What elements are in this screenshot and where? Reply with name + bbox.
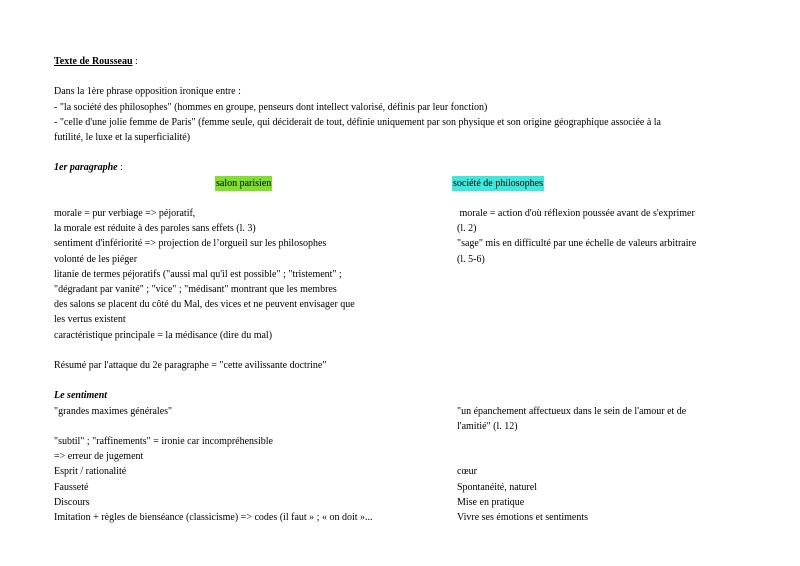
sentiment-right-line: Spontanéité, naturel — [457, 481, 537, 493]
p1-left-line: "dégradant par vanité" ; "vice" ; "médisant" montrant que les membres — [54, 283, 337, 295]
paragraph1-heading-suffix: : — [117, 162, 123, 174]
p1-left-line: la morale est réduite à des paroles sans effets (l. 3) — [54, 223, 256, 235]
p1-left-line: volonté de les piéger — [54, 253, 138, 265]
intro-line-1: Dans la 1ère phrase opposition ironique entre : — [54, 86, 241, 98]
sentiment-right-line: cœur — [457, 466, 477, 478]
sentiment-right-line: Vivre ses émotions et sentiments — [457, 511, 589, 523]
sentiment-left-line: "grandes maximes générales" — [54, 405, 173, 417]
paragraph1-heading-line — [54, 160, 754, 175]
sentiment-right-line: Mise en pratique — [457, 496, 525, 508]
paragraph1-columns — [54, 206, 754, 343]
intro-line-3: - "celle d'une jolie femme de Paris" (femme seule, qui déciderait de tout, définie uniquement par son physique et son origine géographique associée à la — [54, 116, 661, 128]
sentiment-right-line — [457, 449, 757, 464]
sentiment-left-line: Esprit / rationalité — [54, 466, 127, 478]
intro-line-4: futilité, le luxe et la superficialité) — [54, 132, 191, 143]
p1-left-line: des salons se placent du côté du Mal, des vices et ne peuvent envisager que — [54, 299, 355, 311]
column-header-salon: salon parisien — [215, 176, 272, 191]
sentiment-left-line: => erreur de jugement — [54, 451, 144, 463]
sentiment-heading: Le sentiment — [54, 390, 108, 402]
sentiment-left-line: Imitation + règles de bienséance (classicisme) => codes (il faut » ; « on doit »... — [54, 511, 373, 523]
p1-right-line: morale = action d'où réflexion poussée avant de s'exprimer — [457, 207, 695, 219]
sentiment-left-column — [54, 404, 454, 526]
p1-left-line: caractéristique principale = la médisance (dire du mal) — [54, 329, 273, 341]
intro-line-2: - "la société des philosophes" (hommes en groupe, penseurs dont intellect valorisé, définis par leur fonction) — [54, 101, 488, 113]
sentiment-left-line — [54, 419, 454, 434]
paragraph1-summary: Résumé par l'attaque du 2e paragraphe = "cette avilissante doctrine" — [54, 359, 327, 371]
p1-right-line: (l. 2) — [457, 223, 477, 235]
p1-left-line: les vertus existent — [54, 314, 126, 326]
sentiment-heading-line — [54, 388, 754, 403]
title-suffix: : — [132, 56, 138, 67]
document-title: Texte de Rousseau — [54, 56, 133, 67]
column-headers — [54, 176, 754, 191]
paragraph1-right-column — [457, 206, 757, 267]
document-page — [54, 54, 754, 525]
sentiment-right-line: "un épanchement affectueux dans le sein de l'amour et de — [457, 405, 687, 417]
p1-right-line: "sage" mis en difficulté par une échelle de valeurs arbitraire — [457, 238, 697, 250]
sentiment-right-line — [457, 434, 757, 449]
paragraph1-left-column — [54, 206, 424, 343]
p1-left-line: morale = pur verbiage => péjoratif, — [54, 207, 196, 219]
p1-left-line: litanie de termes péjoratifs ("aussi mal qu'il est possible" ; "tristement" ; — [54, 268, 342, 280]
document-title-line — [54, 54, 754, 69]
paragraph1-heading: 1er paragraphe — [54, 162, 118, 174]
sentiment-columns — [54, 404, 754, 526]
sentiment-right-column — [457, 404, 757, 526]
p1-left-line: sentiment d'infériorité => projection de l’orgueil sur les philosophes — [54, 238, 327, 250]
sentiment-left-line: Fausseté — [54, 481, 89, 493]
p1-right-line: (l. 5-6) — [457, 253, 485, 265]
sentiment-left-line: Discours — [54, 496, 90, 508]
sentiment-left-line: "subtil" ; "raffinements" = ironie car incompréhensible — [54, 435, 273, 447]
column-header-philosophes: société de philosophes — [452, 176, 544, 191]
sentiment-right-line: l'amitié" (l. 12) — [457, 420, 518, 432]
